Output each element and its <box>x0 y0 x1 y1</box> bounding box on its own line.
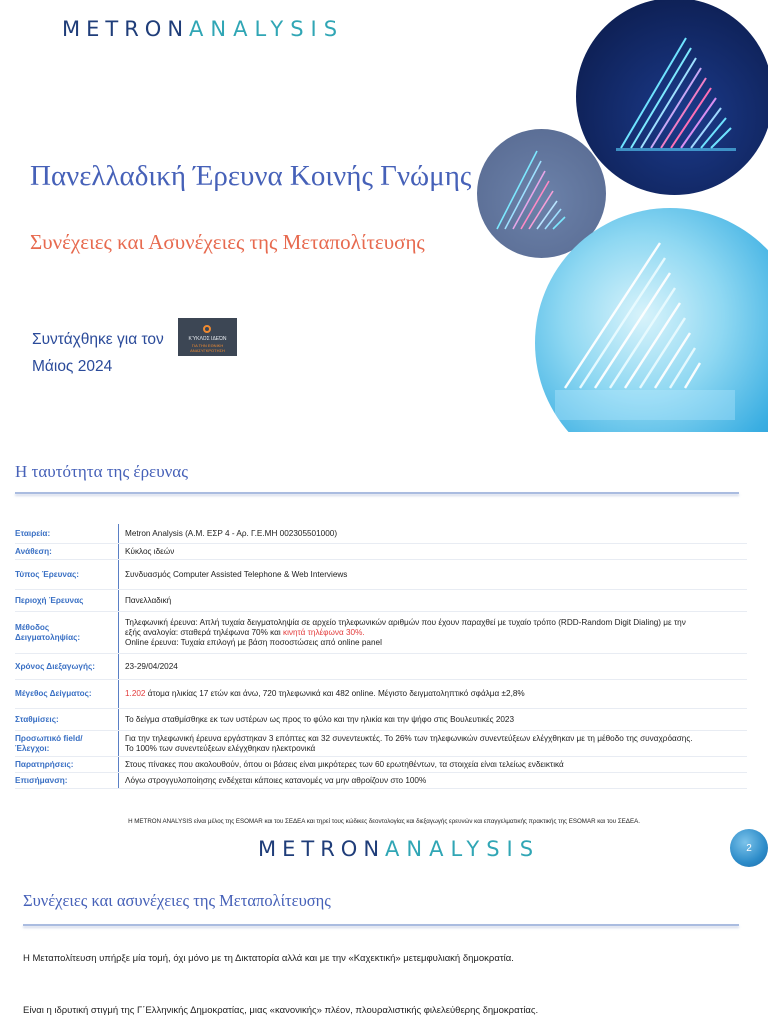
client-logo <box>178 318 237 356</box>
method-ratio-text: εξής αναλογία: σταθερά τηλέφωνα 70% και <box>125 627 283 637</box>
row-value-line: Τηλεφωνική έρευνα: Απλή τυχαία δειγματοληψία σε αρχείο τηλεφωνικών αριθμών που έχουν παραχθεί με τυχαίο τρόπο (RDD-Random Digit Dialing) με την <box>125 617 686 627</box>
table-row <box>15 731 747 757</box>
client-logo-subtext: ΓΙΑ ΤΗΝ ΕΘΝΙΚΗ ΑΝΑΣΥΓΚΡΟΤΗΣΗ <box>190 343 225 353</box>
cover-page <box>0 0 768 432</box>
decorative-neon-circle-large <box>576 0 768 195</box>
paragraph: Είναι η ιδρυτική στιγμή της Γ΄Ελληνικής Δημοκρατίας, μιας «κανονικής» πλέον, πλουραλιστικής φιλελεύθερης δημοκρατίας. <box>23 1005 539 1016</box>
table-row <box>15 654 747 680</box>
logo-thin-text: ANALYSIS <box>189 17 345 41</box>
identity-table <box>15 524 747 789</box>
metron-analysis-logo <box>62 17 344 41</box>
continuities-heading: Συνέχειες και ασυνέχειες της Μεταπολίτευσης <box>23 891 331 910</box>
logo-bold-text: METRON <box>258 837 386 861</box>
client-logo-text: ΚΎΚΛΟΣ ΙΔΕΏΝ <box>188 336 227 342</box>
table-row <box>15 524 747 544</box>
identity-heading: Η ταυτότητα της έρευνας <box>15 462 188 481</box>
row-label: Σταθμίσεις: <box>15 714 59 724</box>
row-value <box>118 654 747 679</box>
row-label: Παρατηρήσεις: <box>15 759 74 769</box>
row-value <box>118 731 747 756</box>
row-value-line: Πανελλαδική <box>125 595 172 605</box>
table-row <box>15 773 747 789</box>
row-value <box>118 560 747 589</box>
row-value <box>118 680 747 708</box>
table-row <box>15 544 747 560</box>
heading-divider <box>23 924 739 926</box>
client-logo-mark-icon <box>203 325 211 333</box>
row-value <box>118 524 747 543</box>
row-value-line: Κύκλος ιδεών <box>125 546 175 556</box>
report-title: Πανελλαδική Έρευνα Κοινής Γνώμης <box>30 160 472 192</box>
row-label: Εταιρεία: <box>15 528 51 538</box>
row-value-line: Το 100% των συνεντεύξεων ελέγχθηκαν ηλεκτρονικά <box>125 743 316 753</box>
row-label: Περιοχή Έρευνας <box>15 595 84 605</box>
page-number-badge <box>730 829 768 867</box>
row-label: Επισήμανση: <box>15 775 68 785</box>
mobile-ratio-highlight: κινητά τηλέφωνα 30%. <box>282 627 365 637</box>
heading-divider <box>15 492 739 494</box>
logo-thin-text: ANALYSIS <box>385 837 541 861</box>
report-subtitle: Συνέχειες και Ασυνέχειες της Μεταπολίτευσης <box>30 230 425 254</box>
row-label: Μέγεθος Δείγματος: <box>15 689 92 698</box>
table-row <box>15 612 747 654</box>
metron-analysis-logo-footer <box>258 837 540 861</box>
logo-bold-text: METRON <box>62 17 190 41</box>
row-value <box>118 590 747 611</box>
row-value-line: Στους πίνακες που ακολουθούν, όπου οι βάσεις είναι μικρότερες των 60 ερωτηθέντων, τα στοιχεία είναι τελείως ενδεικτικά <box>125 759 564 769</box>
row-value-line: Online έρευνα: Τυχαία επιλογή με βάση ποσοστώσεις από online panel <box>125 637 382 647</box>
row-value <box>118 709 747 730</box>
prepared-for-label: Συντάχθηκε για τον <box>32 331 164 348</box>
row-value-line: Για την τηλεφωνική έρευνα εργάστηκαν 3 επόπτες και 32 συνεντευκτές. Το 26% των τηλεφωνικών συνεντεύξεων ελέγχθηκαν με τη μέθοδο της συναχρόασης. <box>125 733 693 743</box>
row-value-line <box>125 689 747 699</box>
table-row <box>15 560 747 590</box>
table-row <box>15 757 747 773</box>
row-value <box>118 612 747 653</box>
page-number: 2 <box>746 843 752 854</box>
row-label: Προσωπικό field/Έλεγχοι: <box>15 733 83 753</box>
row-label: Τύπος Έρευνας: <box>15 569 80 579</box>
row-label: Μέθοδος Δειγματοληψίας: <box>15 622 81 642</box>
row-value-line: Λόγω στρογγυλοποίησης ενδέχεται κάποιες κατανομές να μην αθροίζουν στο 100% <box>125 775 427 785</box>
paragraph: Η Μεταπολίτευση υπήρξε μία τομή, όχι μόνο με τη Δικτατορία αλλά και με την «Καχεκτική» μετεμφυλιακή δημοκρατία. <box>23 953 514 964</box>
row-value-line: 23-29/04/2024 <box>125 661 178 671</box>
row-value-line: Συνδυασμός Computer Assisted Telephone & Web Interviews <box>125 569 348 579</box>
membership-note: Η METRON ANALYSIS είναι μέλος της ESOMAR και του ΣΕΔΕΑ και τηρεί τους κώδικες δεοντολογίας και διεξαγωγής ερευνών και επαγγελματικής πρακτικής της ESOMAR και του ΣΕΔΕΑ. <box>128 818 640 825</box>
report-date: Μάιος 2024 <box>32 358 113 375</box>
sample-size-highlight: 1.202 <box>125 689 146 698</box>
row-value <box>118 773 747 788</box>
table-row <box>15 680 747 709</box>
row-value <box>118 544 747 559</box>
row-value-line: Metron Analysis (Α.Μ. ΕΣΡ 4 - Αρ. Γ.Ε.ΜΗ 002305501000) <box>125 528 338 538</box>
sample-size-text: άτομα ηλικίας 17 ετών και άνω, 720 τηλεφωνικά και 482 online. Μέγιστο δειγματοληπτικό σφάλμα ±2,8% <box>145 689 525 698</box>
row-value-line: Το δείγμα σταθμίσθηκε εκ των υστέρων ως προς το φύλο και την ηλικία και την ψήφο στις Βουλευτικές 2023 <box>125 714 515 724</box>
row-label: Ανάθεση: <box>15 546 52 556</box>
row-value-line <box>125 628 747 638</box>
table-row <box>15 709 747 731</box>
table-row <box>15 590 747 612</box>
row-value <box>118 757 747 772</box>
row-label: Χρόνος Διεξαγωγής: <box>15 661 95 671</box>
